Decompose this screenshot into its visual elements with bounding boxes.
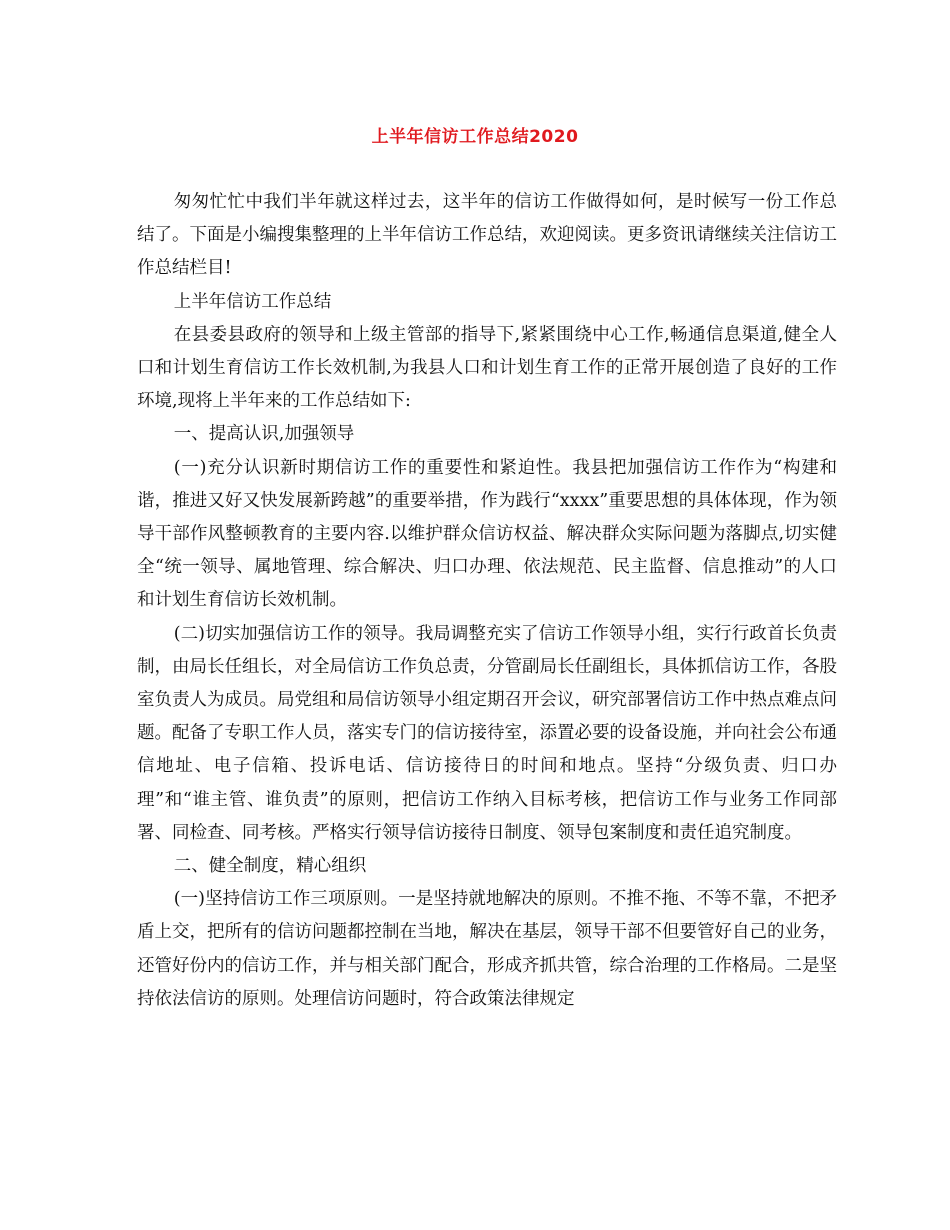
section-heading-summary: 上半年信访工作总结 <box>173 291 332 312</box>
subsection-1-1-paragraph: (一)充分认识新时期信访工作的重要性和紧迫性。我县把加强信访工作作为“构建和谐，推进又好又快发展新跨越”的重要举措，作为践行“xxxx”重要思想的具体体现，作为领导干部作风整顿教育的主要内容.以维护群众信访权益、解决群众实际问题为落脚点,切实健全“统一领导、属地管理、综合解决、归口办理、依法规范、民主监督、信息推动”的人口和计划生育信访长效机制。 <box>137 457 837 611</box>
section-heading-1: 一、提高认识,加强领导 <box>173 424 355 445</box>
overview-paragraph: 在县委县政府的领导和上级主管部的指导下,紧紧围绕中心工作,畅通信息渠道,健全人口和计划生育信访工作长效机制,为我县人口和计划生育工作的正常开展创造了良好的工作环境,现将上半年来的工作总结如下: <box>137 324 837 412</box>
subsection-1-2-paragraph: (二)切实加强信访工作的领导。我局调整充实了信访工作领导小组，实行行政首长负责制，由局长任组长，对全局信访工作负总责，分管副局长任副组长，具体抓信访工作，各股室负责人为成员。局党组和局信访领导小组定期召开会议，研究部署信访工作中热点难点问题。配备了专职工作人员，落实专门的信访接待室，添置必要的设备设施，并向社会公布通信地址、电子信箱、投诉电话、信访接待日的时间和地点。坚持“分级负责、归口办理”和“谁主管、谁负责”的原则，把信访工作纳入目标考核，把信访工作与业务工作同部署、同检查、同考核。严格实行领导信访接待日制度、领导包案制度和责任追究制度。 <box>137 623 837 843</box>
section-heading-2: 二、健全制度，精心组织 <box>173 856 367 877</box>
subsection-2-1-paragraph: (一)坚持信访工作三项原则。一是坚持就地解决的原则。不推不拖、不等不靠，不把矛盾上交，把所有的信访问题都控制在当地，解决在基层，领导干部不但要管好自己的业务，还管好份内的信访工作，并与相关部门配合，形成齐抓共管，综合治理的工作格局。二是坚持依法信访的原则。处理信访问题时，符合政策法律规定 <box>137 889 837 1009</box>
intro-paragraph: 匆匆忙忙中我们半年就这样过去，这半年的信访工作做得如何，是时候写一份工作总结了。下面是小编搜集整理的上半年信访工作总结，欢迎阅读。更多资讯请继续关注信访工作总结栏目! <box>137 192 837 279</box>
document-body <box>137 186 837 1016</box>
document-title: 上半年信访工作总结2020 <box>371 127 579 147</box>
